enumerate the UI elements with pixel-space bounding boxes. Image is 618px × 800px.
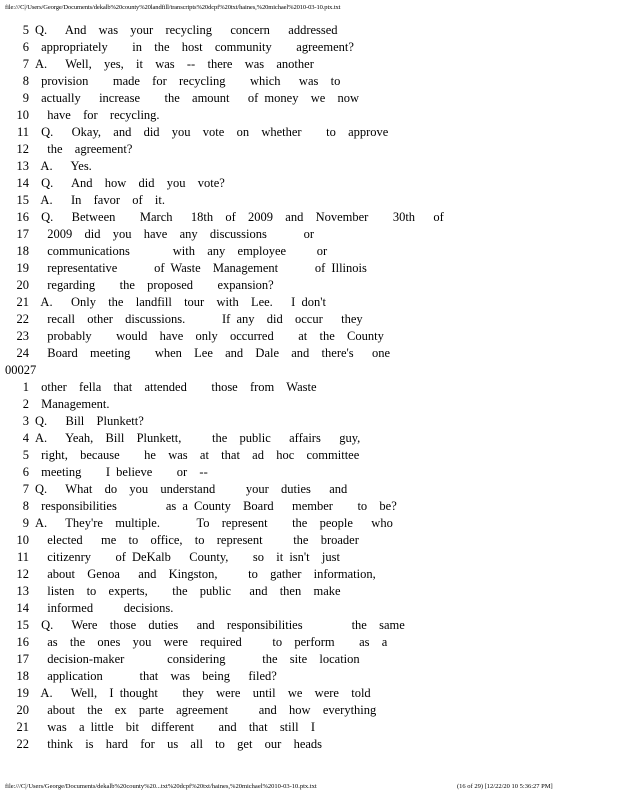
line-number: 21 (16, 295, 29, 309)
transcript-line (5, 73, 605, 90)
transcript-line (5, 175, 605, 192)
line-text: Q. Bill Plunkett? (35, 414, 144, 428)
transcript-line (5, 651, 605, 668)
line-text: as the ones you were required to perform as a (35, 635, 388, 649)
line-number: 19 (16, 261, 29, 275)
line-number: 18 (16, 244, 29, 258)
transcript-line (5, 396, 605, 413)
line-text: about the ex parte agreement and how everything (35, 703, 377, 717)
transcript-line (5, 294, 605, 311)
line-text: about Genoa and Kingston, to gather information, (35, 567, 376, 581)
line-text: think is hard for us all to get our heads (35, 737, 323, 751)
line-text: regarding the proposed expansion? (35, 278, 274, 292)
line-number: 5 (22, 23, 29, 37)
transcript-line (5, 413, 605, 430)
transcript-line (5, 481, 605, 498)
transcript-line (5, 702, 605, 719)
transcript-line (5, 90, 605, 107)
line-number: 13 (16, 159, 29, 173)
line-text: listen to experts, the public and then make (35, 584, 341, 598)
line-text: Management. (35, 397, 110, 411)
line-number: 7 (22, 482, 29, 496)
line-text: have for recycling. (35, 108, 160, 122)
transcript-line (5, 345, 605, 362)
line-number: 20 (16, 703, 29, 717)
line-text: A. Well, I thought they were until we were told (35, 686, 371, 700)
line-number: 22 (16, 737, 29, 751)
transcript-line (5, 566, 605, 583)
line-number: 19 (16, 686, 29, 700)
transcript-line (5, 22, 605, 39)
line-text: application that was being filed? (35, 669, 277, 683)
line-text: actually increase the amount of money we now (35, 91, 360, 105)
line-text: Q. And was your recycling concern addressed (35, 23, 338, 37)
line-number: 11 (16, 550, 29, 564)
transcript-line (5, 158, 605, 175)
transcript-line (5, 464, 605, 481)
header-file-path: file:///C|/Users/George/Documents/dekalb%20county%20landfill/transcripts%20dcpf%20txt/haines,%20michael%2010-03-10.ptx.txt (5, 4, 341, 11)
line-number: 8 (22, 499, 29, 513)
line-text: 2009 did you have any discussions or (35, 227, 314, 241)
line-number: 7 (22, 57, 29, 71)
transcript-line (5, 600, 605, 617)
line-text: responsibilities as a County Board member to be? (35, 499, 397, 513)
line-number: 5 (22, 448, 29, 462)
line-text: A. Only the landfill tour with Lee. I don't (35, 295, 326, 309)
line-number: 6 (22, 465, 29, 479)
line-number: 15 (16, 193, 29, 207)
transcript-line (5, 447, 605, 464)
transcript-line (5, 192, 605, 209)
line-text: Q. Were those duties and responsibilities the same (35, 618, 405, 632)
line-number: 17 (16, 227, 29, 241)
line-text: decision-maker considering the site location (35, 652, 360, 666)
line-text: A. They're multiple. To represent the people who (35, 516, 393, 530)
line-text: right, because he was at that ad hoc committee (35, 448, 360, 462)
line-number: 20 (16, 278, 29, 292)
transcript-line (5, 226, 605, 243)
line-number: 17 (16, 652, 29, 666)
line-text: Board meeting when Lee and Dale and there's one (35, 346, 391, 360)
line-number: 24 (16, 346, 29, 360)
line-number: 16 (16, 635, 29, 649)
line-number: 18 (16, 669, 29, 683)
transcript-line (5, 583, 605, 600)
transcript-line (5, 209, 605, 226)
transcript-line (5, 549, 605, 566)
line-text: representative of Waste Management of Illinois (35, 261, 367, 275)
page-number: 00027 (5, 363, 37, 377)
line-text: the agreement? (35, 142, 133, 156)
line-text: A. Well, yes, it was -- there was another (35, 57, 314, 71)
transcript-line (5, 736, 605, 753)
line-number: 10 (16, 533, 29, 547)
line-text: was a little bit different and that still I (35, 720, 315, 734)
line-text: citizenry of DeKalb County, so it isn't just (35, 550, 340, 564)
line-number: 12 (16, 567, 29, 581)
transcript-line (5, 515, 605, 532)
line-text: A. Yes. (35, 159, 92, 173)
transcript-line (5, 498, 605, 515)
transcript-line (5, 260, 605, 277)
page-number-marker (5, 362, 605, 379)
line-number: 14 (16, 601, 29, 615)
transcript-line (5, 277, 605, 294)
line-number: 9 (22, 516, 29, 530)
line-text: other fella that attended those from Waste (35, 380, 317, 394)
transcript-line (5, 328, 605, 345)
transcript-line (5, 56, 605, 73)
line-number: 23 (16, 329, 29, 343)
transcript-line (5, 719, 605, 736)
line-text: Q. And how did you vote? (35, 176, 225, 190)
line-number: 21 (16, 720, 29, 734)
transcript-line (5, 39, 605, 56)
transcript-line (5, 668, 605, 685)
line-number: 10 (16, 108, 29, 122)
line-number: 22 (16, 312, 29, 326)
transcript-line (5, 430, 605, 447)
line-number: 14 (16, 176, 29, 190)
line-number: 9 (22, 91, 29, 105)
line-text: provision made for recycling which was to (35, 74, 341, 88)
line-number: 13 (16, 584, 29, 598)
line-text: elected me to office, to represent the broader (35, 533, 359, 547)
transcript-line (5, 379, 605, 396)
transcript-line (5, 107, 605, 124)
transcript-line (5, 311, 605, 328)
line-number: 12 (16, 142, 29, 156)
transcript-line (5, 685, 605, 702)
line-text: informed decisions. (35, 601, 174, 615)
line-number: 6 (22, 40, 29, 54)
line-number: 16 (16, 210, 29, 224)
line-text: Q. What do you understand your duties and (35, 482, 348, 496)
line-text: recall other discussions. If any did occur they (35, 312, 363, 326)
line-number: 15 (16, 618, 29, 632)
transcript-line (5, 243, 605, 260)
transcript-line (5, 124, 605, 141)
line-number: 4 (22, 431, 29, 445)
line-text: appropriately in the host community agreement? (35, 40, 354, 54)
line-number: 1 (22, 380, 29, 394)
footer-page-info: (16 of 29) [12/22/20 10 5:36:27 PM] (457, 783, 553, 790)
line-number: 3 (22, 414, 29, 428)
line-number: 2 (22, 397, 29, 411)
line-text: Q. Between March 18th of 2009 and November 30th of (35, 210, 444, 224)
transcript-line (5, 617, 605, 634)
line-text: A. Yeah, Bill Plunkett, the public affairs guy, (35, 431, 361, 445)
line-number: 11 (16, 125, 29, 139)
line-text: A. In favor of it. (35, 193, 165, 207)
transcript-line (5, 634, 605, 651)
line-text: probably would have only occurred at the County (35, 329, 384, 343)
line-text: Q. Okay, and did you vote on whether to approve (35, 125, 389, 139)
line-text: communications with any employee or (35, 244, 328, 258)
line-number: 8 (22, 74, 29, 88)
transcript-line (5, 141, 605, 158)
line-text: meeting I believe or -- (35, 465, 208, 479)
transcript-line (5, 532, 605, 549)
transcript-body (5, 22, 605, 753)
footer-file-path: file:///C|/Users/George/Documents/dekalb%20county%20...txt%20dcpf%20txt/haines,%20michael%2010-03-10.ptx.txt (5, 783, 317, 790)
